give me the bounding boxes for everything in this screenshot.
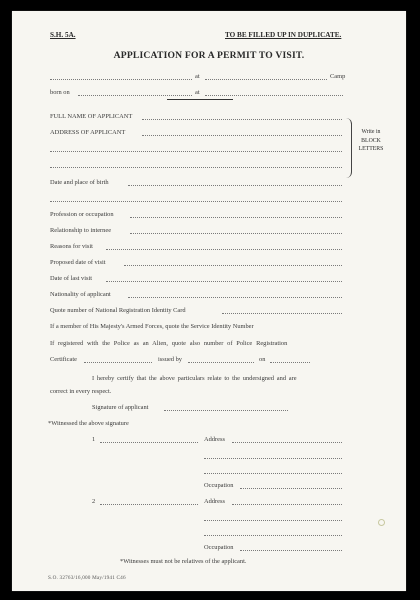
identity-card-line[interactable]	[222, 313, 342, 314]
witness-1-occupation-label: Occupation	[204, 482, 234, 489]
form-page	[12, 11, 406, 591]
witness-footnote: *Witnesses must not be relatives of the applicant.	[120, 558, 247, 565]
section-divider	[167, 99, 233, 100]
form-title: APPLICATION FOR A PERMIT TO VISIT.	[113, 50, 305, 61]
birth-label: Date and place of birth	[50, 179, 109, 186]
identity-card-label: Quote number of National Registration Identity Card	[50, 307, 186, 314]
witness-1-number: 1	[92, 436, 96, 443]
witness-1-address-label: Address	[204, 436, 225, 443]
address-label: ADDRESS OF APPLICANT	[50, 129, 126, 136]
print-code: S.O. 32763/16,000 May/1941 C46	[48, 575, 126, 581]
born-at-line[interactable]	[205, 95, 343, 96]
proposed-date-line[interactable]	[124, 265, 342, 266]
witness-2-address-label: Address	[204, 498, 225, 505]
issued-by-line[interactable]	[188, 362, 254, 363]
witness-2-occupation-line[interactable]	[240, 550, 342, 551]
on-label: on	[259, 356, 266, 363]
relationship-label: Relationship to internee	[50, 227, 112, 234]
witness-2-name-line[interactable]	[100, 504, 198, 505]
reasons-line[interactable]	[106, 249, 342, 250]
address-line-1[interactable]	[142, 135, 342, 136]
birth-line[interactable]	[128, 185, 342, 186]
witness-1-occupation-line[interactable]	[240, 488, 342, 489]
witness-2-address-line-1[interactable]	[232, 504, 342, 505]
form-reference: S.H. 5A.	[50, 31, 76, 39]
full-name-label: FULL NAME OF APPLICANT	[50, 113, 133, 120]
address-line-2[interactable]	[50, 151, 342, 152]
issued-on-line[interactable]	[270, 362, 310, 363]
armed-forces-label: If a member of His Majesty's Armed Forces, quote the Service Identity Number	[50, 323, 254, 330]
born-at-label: at	[195, 89, 200, 96]
camp-location-line[interactable]	[205, 79, 327, 80]
witness-1-address-line-2[interactable]	[204, 458, 342, 459]
duplicate-note: TO BE FILLED UP IN DUPLICATE.	[225, 31, 342, 39]
certificate-number-line[interactable]	[84, 362, 152, 363]
certificate-label: Certificate	[50, 356, 77, 363]
at-label: at	[195, 73, 200, 80]
born-on-line[interactable]	[78, 95, 192, 96]
witness-2-number: 2	[92, 498, 96, 505]
paper-mark	[378, 519, 385, 526]
witness-1-address-line-1[interactable]	[232, 442, 342, 443]
last-visit-line[interactable]	[106, 281, 342, 282]
profession-line[interactable]	[130, 217, 342, 218]
camp-label: Camp	[330, 73, 346, 80]
witness-1-address-line-3[interactable]	[204, 473, 342, 474]
nationality-label: Nationality of applicant	[50, 291, 111, 298]
block-letters-note: Write in BLOCK LETTERS	[358, 129, 384, 152]
block-letters-brace	[345, 118, 352, 178]
birth-line-2[interactable]	[50, 201, 342, 202]
relationship-line[interactable]	[130, 233, 342, 234]
camp-name-line[interactable]	[50, 79, 192, 80]
witness-intro: *Witnessed the above signature	[48, 420, 129, 427]
witness-1-name-line[interactable]	[100, 442, 198, 443]
certify-text: I hereby certify that the above particulars relate to the undersigned and are	[92, 375, 297, 382]
witness-2-address-line-2[interactable]	[204, 520, 342, 521]
issued-by-label: issued by	[158, 356, 182, 363]
reasons-label: Reasons for visit	[50, 243, 93, 250]
profession-label: Profession or occupation	[50, 211, 114, 218]
signature-line[interactable]	[164, 410, 288, 411]
full-name-line[interactable]	[142, 119, 342, 120]
witness-2-address-line-3[interactable]	[204, 535, 342, 536]
witness-2-occupation-label: Occupation	[204, 544, 234, 551]
signature-label: Signature of applicant	[92, 404, 149, 411]
nationality-line[interactable]	[128, 297, 342, 298]
last-visit-label: Date of last visit	[50, 275, 93, 282]
certify-text-2: correct in every respect.	[50, 388, 112, 395]
born-on-label: born on	[50, 89, 70, 96]
police-label: If registered with the Police as an Alien, quote also number of Police Registration	[50, 340, 288, 347]
proposed-date-label: Proposed date of visit	[50, 259, 106, 266]
address-line-3[interactable]	[50, 167, 342, 168]
